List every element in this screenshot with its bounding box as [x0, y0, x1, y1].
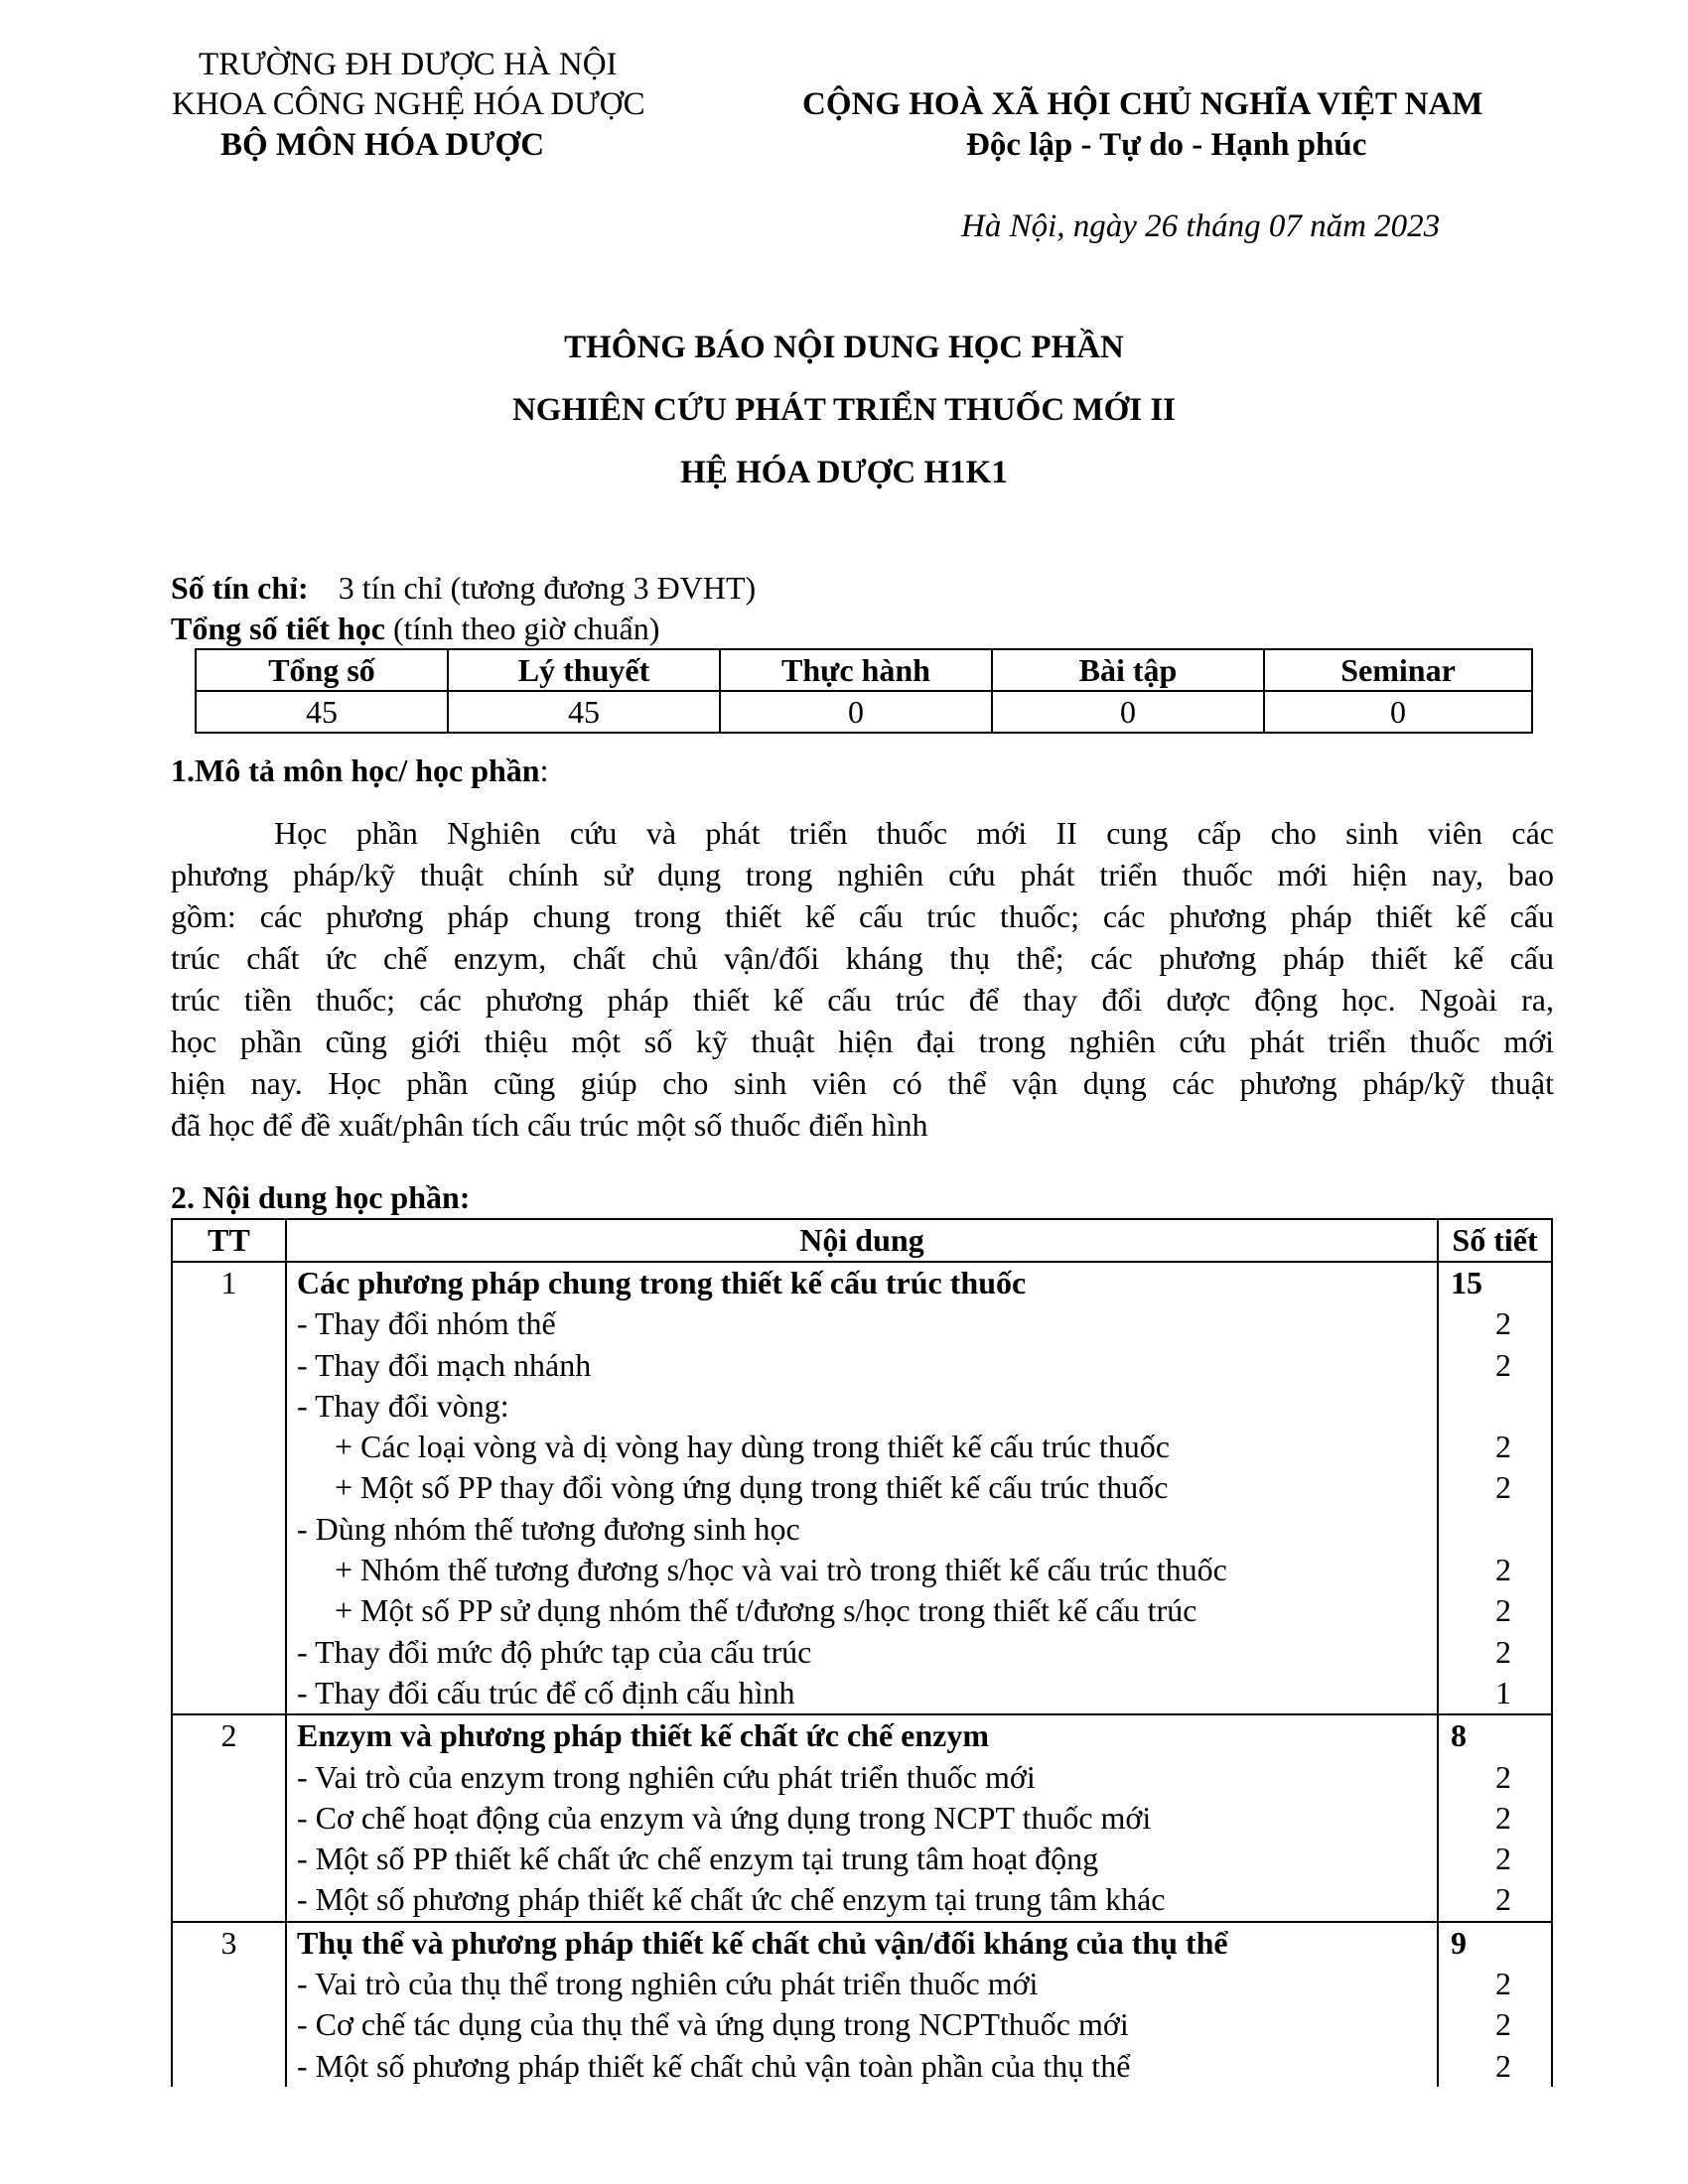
item-hours: 2	[1495, 1429, 1511, 1465]
topic-item: - Một số phương pháp thiết kế chất chủ vận toàn phần của thụ thể	[297, 2047, 1131, 2084]
section-1-heading	[171, 751, 548, 790]
item-hours: 2	[1495, 1841, 1511, 1877]
value-practice: 0	[720, 691, 992, 733]
topic-item: + Các loại vòng và dị vòng hay dùng trong thiết kế cấu trúc thuốc	[335, 1429, 1170, 1465]
row-number	[172, 1262, 286, 1714]
topic-item: + Một số PP thay đổi vòng ứng dụng trong thiết kế cấu trúc thuốc	[335, 1469, 1169, 1506]
topic-item: - Thay đổi nhóm thế	[297, 1305, 556, 1342]
description-line: đã học để đề xuất/phân tích cấu trúc một số thuốc điển hình	[171, 1107, 928, 1143]
item-hours: 2	[1495, 2006, 1511, 2043]
title-line-1: THÔNG BÁO NỘI DUNG HỌC PHẦN	[564, 330, 1124, 365]
hours-table-value-row	[196, 691, 1532, 733]
content-row	[172, 1922, 1552, 2087]
description-paragraph	[171, 812, 1554, 1146]
topic-item: + Nhóm thế tương đương s/học và vai trò trong thiết kế cấu trúc thuốc	[335, 1552, 1227, 1588]
section-1-heading-text: 1.Mô tả môn học/ học phần	[171, 752, 540, 788]
item-hours: 2	[1495, 1469, 1511, 1506]
row-number-text: 1	[220, 1265, 237, 1300]
description-line: gồm: các phương pháp chung trong thiết kế cấu trúc thuốc; các phương pháp thiết kế cấu	[171, 898, 1554, 934]
item-hours: 2	[1495, 1592, 1511, 1629]
topic-item: - Cơ chế tác dụng của thụ thể và ứng dụng trong NCPTthuốc mới	[297, 2006, 1129, 2043]
row-hours	[1438, 1262, 1552, 1714]
national-title: CỘNG HOÀ XÃ HỘI CHỦ NGHĨA VIỆT NAM	[802, 86, 1483, 122]
header-total: Tổng số	[196, 649, 448, 691]
row-number-text: 3	[220, 1924, 237, 1961]
item-hours: 2	[1495, 1966, 1511, 2002]
content-row	[172, 1714, 1552, 1921]
row-content	[286, 1922, 1438, 2087]
total-hours-note: (tính theo giờ chuẩn)	[393, 611, 660, 646]
topic-title: Các phương pháp chung trong thiết kế cấu trúc thuốc	[297, 1265, 1027, 1300]
value-seminar: 0	[1264, 691, 1532, 733]
description-line: trúc tiền thuốc; các phương pháp thiết kế cấu trúc để thay đổi dược động học. Ngoài ra,	[171, 982, 1554, 1018]
item-hours: 2	[1495, 1346, 1511, 1383]
topic-item: - Vai trò của thụ thể trong nghiên cứu phát triển thuốc mới	[297, 1966, 1039, 2002]
topic-item: - Vai trò của enzym trong nghiên cứu phát triển thuốc mới	[297, 1758, 1036, 1795]
topic-title: Thụ thể và phương pháp thiết kế chất chủ vận/đối kháng của thụ thể	[297, 1924, 1228, 1961]
description-line: trúc chất ức chế enzym, chất chủ vận/đối kháng thụ thể; các phương pháp thiết kế cấu	[171, 940, 1554, 976]
row-number	[172, 1922, 286, 2087]
section-2-heading: 2. Nội dung học phần:	[171, 1179, 471, 1215]
title-line-2: NGHIÊN CỨU PHÁT TRIỂN THUỐC MỚI II	[511, 392, 1177, 428]
school-name: TRƯỜNG ĐH DƯỢC HÀ NỘI	[199, 47, 618, 82]
topic-item: - Thay đổi vòng:	[297, 1387, 509, 1424]
item-hours: 2	[1495, 1799, 1511, 1836]
topic-total-hours: 15	[1451, 1265, 1482, 1300]
total-hours-label: Tổng số tiết học	[171, 611, 385, 646]
topic-item: + Một số PP sử dụng nhóm thế t/đương s/học trong thiết kế cấu trúc	[335, 1592, 1197, 1629]
row-content	[286, 1714, 1438, 1921]
topic-item: - Thay đổi cấu trúc để cố định cấu hình	[297, 1674, 795, 1710]
topic-item: - Thay đổi mạch nhánh	[297, 1346, 592, 1383]
description-line: Học phần Nghiên cứu và phát triển thuốc mới II cung cấp cho sinh viên các	[274, 815, 1554, 851]
row-hours	[1438, 1922, 1552, 2087]
item-hours: 2	[1495, 1633, 1511, 1670]
value-theory: 45	[448, 691, 720, 733]
total-hours-line	[171, 609, 659, 648]
topic-item: - Dùng nhóm thế tương đương sinh học	[297, 1510, 800, 1547]
faculty-name: KHOA CÔNG NGHỆ HÓA DƯỢC	[172, 86, 645, 122]
header-exercise: Bài tập	[992, 649, 1264, 691]
item-hours: 2	[1495, 1758, 1511, 1795]
header-hours: Số tiết	[1438, 1219, 1552, 1262]
section-1-heading-colon: :	[539, 752, 549, 788]
topic-total-hours: 9	[1451, 1924, 1467, 1961]
item-hours: 2	[1495, 1305, 1511, 1342]
hours-table-header-row	[196, 649, 1532, 691]
description-line: phương pháp/kỹ thuật chính sử dụng trong nghiên cứu phát triển thuốc mới hiện nay, bao	[171, 857, 1554, 892]
row-content	[286, 1262, 1438, 1714]
department-name: BỘ MÔN HÓA DƯỢC	[220, 127, 545, 163]
hours-table	[195, 648, 1533, 734]
description-line: hiện nay. Học phần cũng giúp cho sinh viên có thể vận dụng các phương pháp/kỹ thuật	[171, 1065, 1554, 1101]
topic-item: - Một số PP thiết kế chất ức chế enzym tại trung tâm hoạt động	[297, 1841, 1099, 1877]
row-hours	[1438, 1714, 1552, 1921]
content-row	[172, 1262, 1552, 1714]
row-number-text: 2	[220, 1717, 237, 1754]
credits-label: Số tín chỉ:	[171, 570, 309, 606]
item-hours: 2	[1495, 1881, 1511, 1918]
header-content: Nội dung	[286, 1219, 1438, 1262]
national-motto: Độc lập - Tự do - Hạnh phúc	[966, 127, 1367, 163]
description-line: học phần cũng giới thiệu một số kỹ thuật hiện đại trong nghiên cứu phát triển thuốc mới	[171, 1024, 1554, 1059]
value-exercise: 0	[992, 691, 1264, 733]
item-hours	[1439, 1509, 1551, 1550]
topic-total-hours: 8	[1451, 1717, 1467, 1754]
topic-title: Enzym và phương pháp thiết kế chất ức chế enzym	[297, 1717, 990, 1754]
value-total: 45	[196, 691, 448, 733]
topic-item: - Một số phương pháp thiết kế chất ức chế enzym tại trung tâm khác	[297, 1881, 1166, 1918]
topic-item: - Thay đổi mức độ phức tạp của cấu trúc	[297, 1633, 812, 1670]
document-date: Hà Nội, ngày 26 tháng 07 năm 2023	[961, 208, 1441, 244]
content-table	[171, 1218, 1553, 2087]
header-theory: Lý thuyết	[448, 649, 720, 691]
header-tt: TT	[172, 1219, 286, 1262]
credits-value: 3 tín chỉ (tương đương 3 ĐVHT)	[338, 570, 757, 606]
content-table-header-row	[172, 1219, 1552, 1262]
header-practice: Thực hành	[720, 649, 992, 691]
header-seminar: Seminar	[1264, 649, 1532, 691]
item-hours: 1	[1495, 1674, 1511, 1710]
item-hours	[1439, 1386, 1551, 1427]
item-hours: 2	[1495, 1552, 1511, 1588]
credits-line	[171, 568, 756, 608]
title-line-3: HỆ HÓA DƯỢC H1K1	[680, 455, 1008, 490]
topic-item: - Cơ chế hoạt động của enzym và ứng dụng trong NCPT thuốc mới	[297, 1799, 1152, 1836]
row-number	[172, 1714, 286, 1921]
item-hours: 2	[1495, 2047, 1511, 2084]
